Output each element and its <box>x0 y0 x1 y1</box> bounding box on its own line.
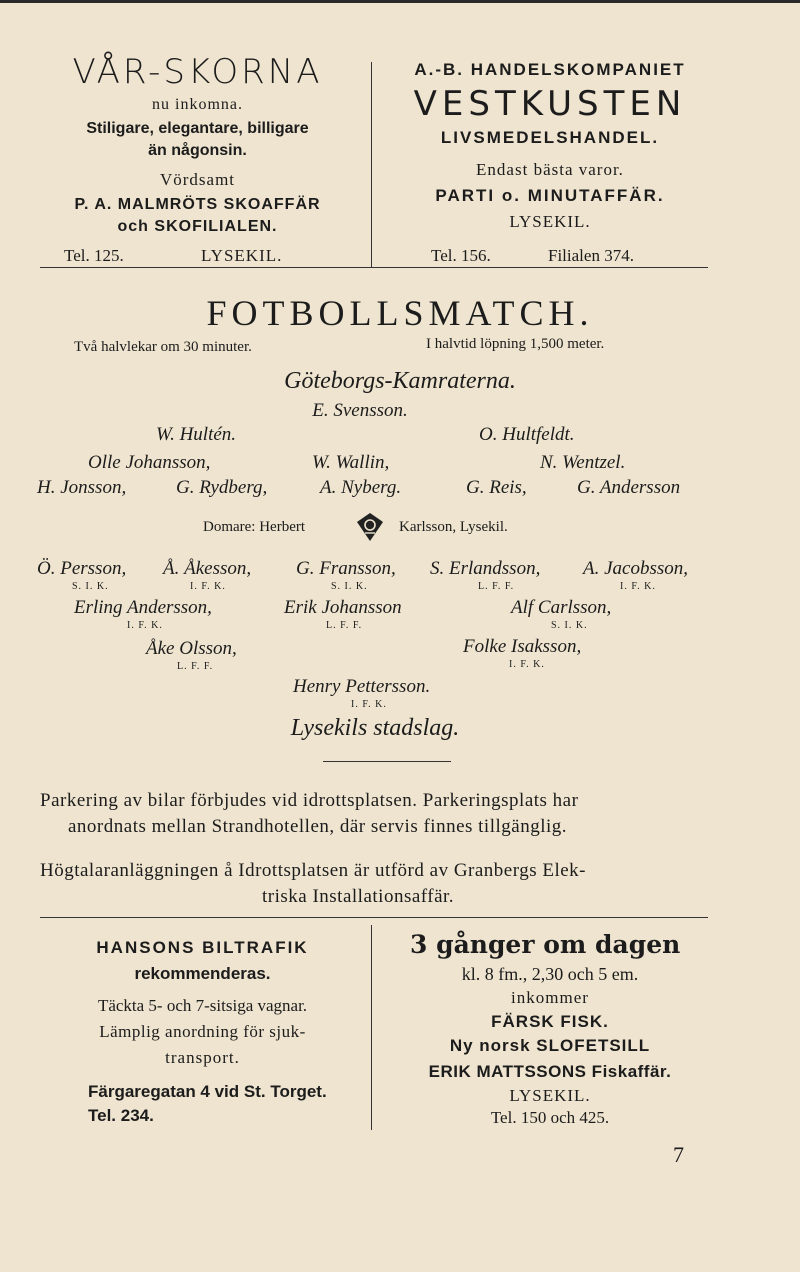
referee-emblem-icon <box>356 512 384 542</box>
speaker-notice: Högtalaranläggningen å Idrottsplatsen är utförd av Granbergs Elek- <box>40 860 586 881</box>
player: G. Reis, <box>466 477 527 498</box>
top-edge-rule <box>0 0 800 3</box>
top-ads-rule <box>40 267 708 268</box>
ad-line: kl. 8 fm., 2,30 och 5 em. <box>461 964 639 984</box>
ad-line: Ny norsk SLOFETSILL <box>449 1036 651 1055</box>
parking-notice: Parkering av bilar förbjudes vid idrottsplatsen. Parkeringsplats har <box>40 790 579 811</box>
player: Olle Johansson, <box>88 452 211 473</box>
ad-shop-name: P. A. MALMRÖTS SKOAFFÄR <box>74 196 321 213</box>
page-number: 7 <box>673 1142 684 1167</box>
player: W. Wallin, <box>312 452 390 473</box>
referee-label: Domare: Herbert <box>203 519 306 535</box>
player: Åke Olsson, <box>146 638 237 659</box>
club-abbrev: L. F. F. <box>478 581 515 592</box>
ad-branch-phone: Filialen 374. <box>548 246 634 265</box>
ad-phone: Tel. 234. <box>88 1106 154 1125</box>
team-gothenburg: Göteborgs-Kamraterna. <box>284 368 516 394</box>
club-abbrev: I. F. K. <box>351 699 387 710</box>
ad-title: VESTKUSTEN <box>413 84 687 124</box>
ad-title: HANSONS BILTRAFIK <box>96 938 309 957</box>
club-abbrev: S. I. K. <box>72 581 109 592</box>
club-abbrev: I. F. K. <box>509 659 545 670</box>
ad-line: LIVSMEDELSHANDEL. <box>440 128 660 147</box>
player: O. Hultfeldt. <box>479 424 575 445</box>
ad-line: Stiligare, elegantare, billigare <box>86 120 309 137</box>
ad-line: nu inkomna. <box>152 96 243 113</box>
match-info-right: I halvtid löpning 1,500 meter. <box>426 336 605 352</box>
ad-line: rekommenderas. <box>134 964 271 983</box>
ad-line: än någonsin. <box>148 142 247 159</box>
bottom-ads-divider <box>371 925 372 1130</box>
player: Erik Johansson <box>284 597 402 618</box>
ad-phone: Tel. 156. <box>431 246 491 265</box>
club-abbrev: L. F. F. <box>326 620 363 631</box>
player: Alf Carlsson, <box>511 597 612 618</box>
player: W. Hultén. <box>156 424 237 445</box>
ad-line: Täckta 5- och 7-sitsiga vagnar. <box>97 996 308 1015</box>
ad-phone: Tel. 125. <box>64 246 124 265</box>
ad-city: LYSEKIL. <box>201 246 283 265</box>
bottom-ads-rule <box>40 917 708 918</box>
ad-company: A.-B. HANDELSKOMPANIET <box>414 60 686 79</box>
player: G. Fransson, <box>296 558 396 579</box>
player: A. Nyberg. <box>320 477 402 498</box>
section-divider <box>323 761 451 762</box>
ad-title: 3 gånger om dagen <box>410 930 681 959</box>
player-goalkeeper: E. Svensson. <box>312 400 408 421</box>
player: Ö. Persson, <box>37 558 127 579</box>
club-abbrev: I. F. K. <box>190 581 226 592</box>
player: Folke Isaksson, <box>463 636 582 657</box>
ad-phone: Tel. 150 och 425. <box>490 1108 610 1127</box>
club-abbrev: I. F. K. <box>620 581 656 592</box>
club-abbrev: S. I. K. <box>551 620 588 631</box>
match-title: FOTBOLLSMATCH. <box>206 293 594 333</box>
ad-address: Färgaregatan 4 vid St. Torget. <box>88 1082 327 1101</box>
ad-line: transport. <box>165 1048 240 1067</box>
parking-notice: anordnats mellan Strandhotellen, där servis finnes tillgänglig. <box>68 816 568 837</box>
ad-line: Endast bästa varor. <box>476 160 624 179</box>
match-info-left: Två halvlekar om 30 minuter. <box>74 339 252 355</box>
club-abbrev: I. F. K. <box>127 620 163 631</box>
player: G. Andersson <box>577 477 681 498</box>
ad-shop-branch: och SKOFILIALEN. <box>117 218 278 235</box>
player: A. Jacobsson, <box>583 558 689 579</box>
player: N. Wentzel. <box>540 452 626 473</box>
club-abbrev: L. F. F. <box>177 661 214 672</box>
club-abbrev: S. I. K. <box>331 581 368 592</box>
ad-city: LYSEKIL. <box>509 1086 591 1105</box>
ad-title: VÅR-SKORNA <box>72 52 323 92</box>
speaker-notice: triska Installationsaffär. <box>262 886 455 907</box>
player: G. Rydberg, <box>176 477 268 498</box>
player: H. Jonsson, <box>37 477 127 498</box>
player: Å. Åkesson, <box>163 558 252 579</box>
ad-line: inkommer <box>511 988 589 1007</box>
ad-line: Vördsamt <box>159 170 236 189</box>
player: S. Erlandsson, <box>430 558 541 579</box>
player: Henry Pettersson. <box>293 676 431 697</box>
player: Erling Andersson, <box>74 597 212 618</box>
referee-name: Karlsson, Lysekil. <box>399 519 508 535</box>
ad-line: PARTI o. MINUTAFFÄR. <box>435 186 665 205</box>
ad-line: FÄRSK FISK. <box>491 1012 609 1031</box>
top-ads-divider <box>371 62 372 267</box>
ad-shop-name: ERIK MATTSSONS Fiskaffär. <box>428 1062 672 1081</box>
ad-line: Lämplig anordning för sjuk- <box>99 1022 306 1041</box>
ad-city: LYSEKIL. <box>509 212 591 231</box>
team-lysekil: Lysekils stadslag. <box>290 715 460 741</box>
